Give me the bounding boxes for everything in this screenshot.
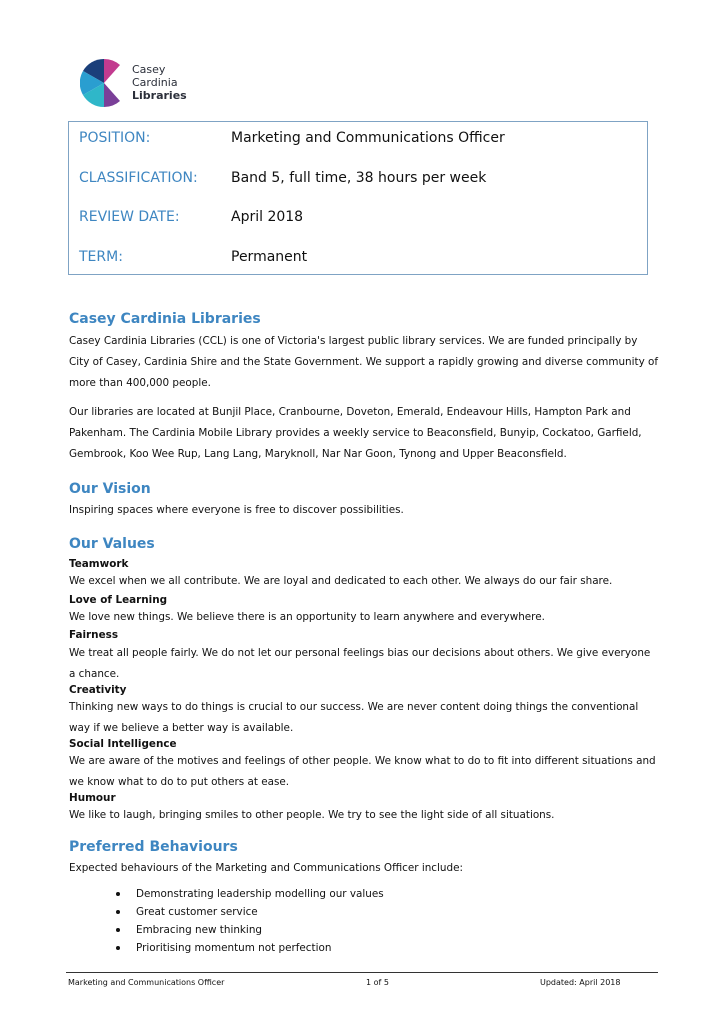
ccl-logo-mark-icon (80, 57, 126, 109)
value-text: We love new things. We believe there is an opportunity to learn anywhere and everywhere. (69, 611, 545, 623)
footer-divider (66, 972, 658, 973)
value-text: We excel when we all contribute. We are loyal and dedicated to each other. We always do our fair share. (69, 575, 613, 587)
value-text: Thinking new ways to do things is crucial to our success. We are never content doing things the conventional way if we believe a better way is available. (69, 701, 639, 734)
footer-page-number: 1 of 5 (366, 978, 389, 987)
section-heading-vision: Our Vision (69, 481, 151, 497)
ccl-logo (80, 57, 210, 111)
value-title: Teamwork (69, 558, 129, 570)
bullet-icon (116, 946, 120, 950)
logo-line-1: Casey (132, 63, 166, 76)
value-title: Creativity (69, 684, 127, 696)
behaviours-intro: Expected behaviours of the Marketing and Communications Officer include: (69, 862, 463, 874)
info-value: Band 5, full time, 38 hours per week (231, 170, 487, 186)
info-label: CLASSIFICATION: (79, 170, 198, 186)
bullet-icon (116, 910, 120, 914)
section-heading-behaviours: Preferred Behaviours (69, 839, 238, 855)
behaviours-list (116, 885, 384, 957)
list-item (116, 903, 384, 921)
value-text: We like to laugh, bringing smiles to other people. We try to see the light side of all situations. (69, 809, 555, 821)
list-item (116, 939, 384, 957)
logo-line-2: Cardinia (132, 76, 178, 89)
info-value: Marketing and Communications Officer (231, 130, 505, 146)
vision-text: Inspiring spaces where everyone is free to discover possibilities. (69, 504, 404, 516)
logo-line-3: Libraries (132, 89, 187, 102)
list-item-text: Embracing new thinking (136, 924, 263, 936)
section-heading-ccl: Casey Cardinia Libraries (69, 311, 261, 327)
footer-updated: Updated: April 2018 (540, 978, 621, 987)
value-title: Social Intelligence (69, 738, 177, 750)
ccl-paragraph-1: Casey Cardinia Libraries (CCL) is one of Victoria's largest public library services. We are funded principally by City of Casey, Cardinia Shire and the State Government. We support a rapidly growing and diverse community of more than 400,000 people. (69, 335, 659, 389)
list-item (116, 885, 384, 903)
footer-title: Marketing and Communications Officer (68, 978, 225, 987)
ccl-paragraph-2: Our libraries are located at Bunjil Place, Cranbourne, Doveton, Emerald, Endeavour Hills, Hampton Park and Pakenham. The Cardinia Mobile Library provides a weekly service to Beaconsfield, Bunyip, Cockatoo, Garfield, Gembrook, Koo Wee Rup, Lang Lang, Maryknoll, Nar Nar Goon, Tynong and Upper Beaconsfield. (69, 406, 642, 460)
info-value: Permanent (231, 249, 308, 265)
position-info-box (68, 121, 648, 275)
list-item-text: Prioritising momentum not perfection (136, 942, 332, 954)
list-item-text: Great customer service (136, 906, 258, 918)
section-heading-values: Our Values (69, 536, 155, 552)
bullet-icon (116, 928, 120, 932)
bullet-icon (116, 892, 120, 896)
info-value: April 2018 (231, 209, 304, 225)
value-text: We are aware of the motives and feelings of other people. We know what to do to fit into different situations and we know what to do to put others at ease. (69, 755, 656, 788)
value-text: We treat all people fairly. We do not let our personal feelings bias our decisions about others. We give everyone a chance. (69, 647, 651, 680)
info-label: POSITION: (79, 130, 151, 146)
value-title: Love of Learning (69, 594, 168, 606)
list-item (116, 921, 384, 939)
value-title: Humour (69, 792, 116, 804)
list-item-text: Demonstrating leadership modelling our values (136, 888, 384, 900)
logo-wordmark (132, 63, 187, 102)
info-label: REVIEW DATE: (79, 209, 180, 225)
value-title: Fairness (69, 629, 118, 641)
info-label: TERM: (79, 249, 123, 265)
